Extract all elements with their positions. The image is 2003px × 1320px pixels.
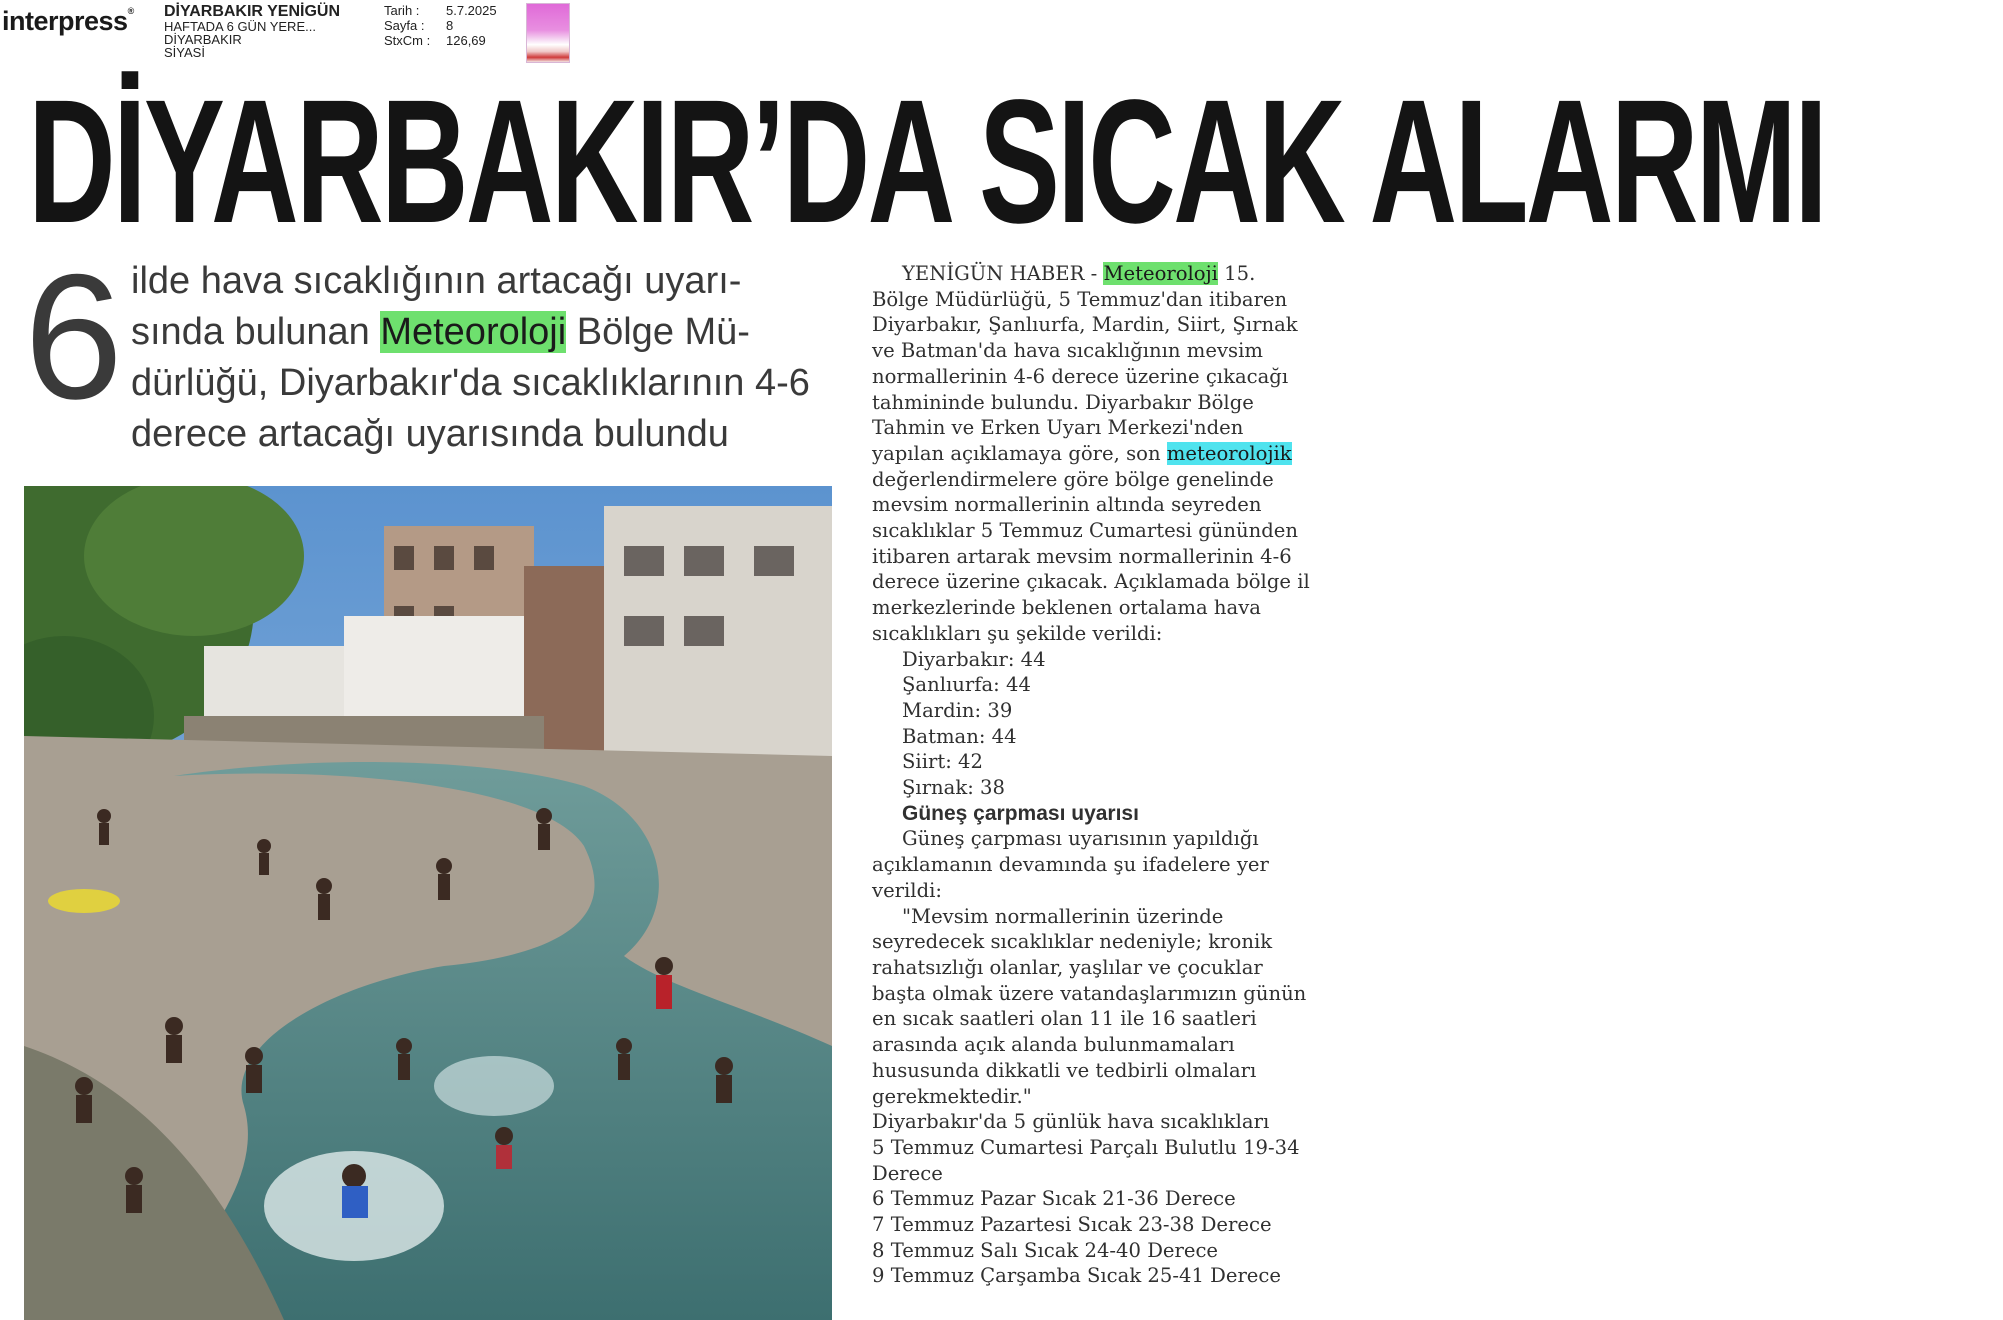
news-photo — [24, 486, 832, 1320]
forecast-day: 6 Temmuz Pazar Sıcak 21-36 Derece — [872, 1187, 1236, 1211]
headline: DİYARBAKIR’DA SICAK ALARMI — [28, 64, 1826, 260]
city-temp: Diyarbakır: 44 — [902, 647, 1046, 671]
body-highlight-meteoroloji: Meteoroloji — [1103, 262, 1218, 285]
city-temp: Şırnak: 38 — [902, 776, 1005, 800]
lead-paragraph: 6 ilde hava sıcaklığının artacağı uyarı- sında bulunan Meteoroloji Bölge Mü- dürlüğü, Diyarbakır'da sıcaklıklarının 4-6 derece artacağı uyarısında bulundu — [24, 237, 810, 455]
page-thumbnail[interactable] — [526, 3, 570, 63]
publication-category: SİYASİ — [164, 45, 205, 60]
city-temp: Mardin: 39 — [902, 698, 1013, 722]
article-body — [872, 261, 1312, 1289]
subhead: Güneş çarpması uyarısı — [902, 801, 1139, 825]
publication-name: DİYARBAKIR YENİGÜN — [164, 3, 341, 20]
body-paragraph-2: Güneş çarpması uyarısının yapıldığı açıklamanın devamında şu ifadelere yer verildi: — [872, 827, 1269, 902]
forecast-day: 5 Temmuz Cumartesi Parçalı Bulutlu 19-34 Derece — [872, 1135, 1300, 1185]
interpress-logo: interpress® — [2, 6, 134, 36]
city-temp: Şanlıurfa: 44 — [902, 673, 1031, 697]
field-date: Tarih : 5.7.2025 — [384, 3, 497, 18]
body-quote: "Mevsim normallerinin üzerinde seyredecek sıcaklıklar nedeniyle; kronik rahatsızlığı olanlar, yaşlılar ve çocuklar başta olmak üzere vatandaşlarımızın günün en sıcak saatleri olan 11 ile 16 saatleri arasında açık alanda bulunmamaları hususunda dikkatli ve tedbirli olmaları gerekmektedir." — [872, 904, 1307, 1108]
publication-frequency: HAFTADA 6 GÜN YERE... — [164, 19, 316, 34]
clipping-fields — [384, 3, 497, 48]
lead-dropcap: 6 — [24, 237, 123, 436]
city-temp: Siirt: 42 — [902, 750, 983, 774]
photo-illustration — [24, 486, 832, 1320]
body-highlight-meteorolojik: meteorolojik — [1166, 441, 1292, 465]
forecast-day: 9 Temmuz Çarşamba Sıcak 25-41 Derece — [872, 1264, 1281, 1288]
city-temp: Batman: 44 — [902, 724, 1017, 748]
forecast-title: Diyarbakır'da 5 günlük hava sıcaklıkları — [872, 1110, 1270, 1134]
forecast-day: 7 Temmuz Pazartesi Sıcak 23-38 Derece — [872, 1213, 1272, 1237]
field-stxcm: StxCm : 126,69 — [384, 33, 486, 48]
body-paragraph-1: YENİGÜN HABER - Meteoroloji 15. Bölge Müdürlüğü, 5 Temmuz'dan itibaren Diyarbakır, Şanlıurfa, Mardin, Siirt, Şırnak ve Batman'da hava sıcaklığının mevsim normallerinin 4-6 derece üzerine çıkacağı tahmininde bulundu. Diyarbakır Bölge Tahmin ve Erken Uyarı Merkezi'nden yapılan açıklamaya göre, son meteorolojik değerlendirmelere göre bölge genelinde mevsim normallerinin altında seyreden sıcaklıklar 5 Temmuz Cumartesi gününden itibaren artarak mevsim normallerinin 4-6 derece üzerine çıkacak. Açıklamada bölge il merkezlerinde beklenen ortalama hava sıcaklıkları şu şekilde verildi: — [872, 262, 1310, 645]
lead-highlight: Meteoroloji — [380, 311, 567, 353]
field-page: Sayfa : 8 — [384, 18, 454, 33]
forecast-day: 8 Temmuz Salı Sıcak 24-40 Derece — [872, 1238, 1219, 1262]
publication-info — [164, 4, 340, 59]
publication-city: DİYARBAKIR — [164, 32, 242, 47]
